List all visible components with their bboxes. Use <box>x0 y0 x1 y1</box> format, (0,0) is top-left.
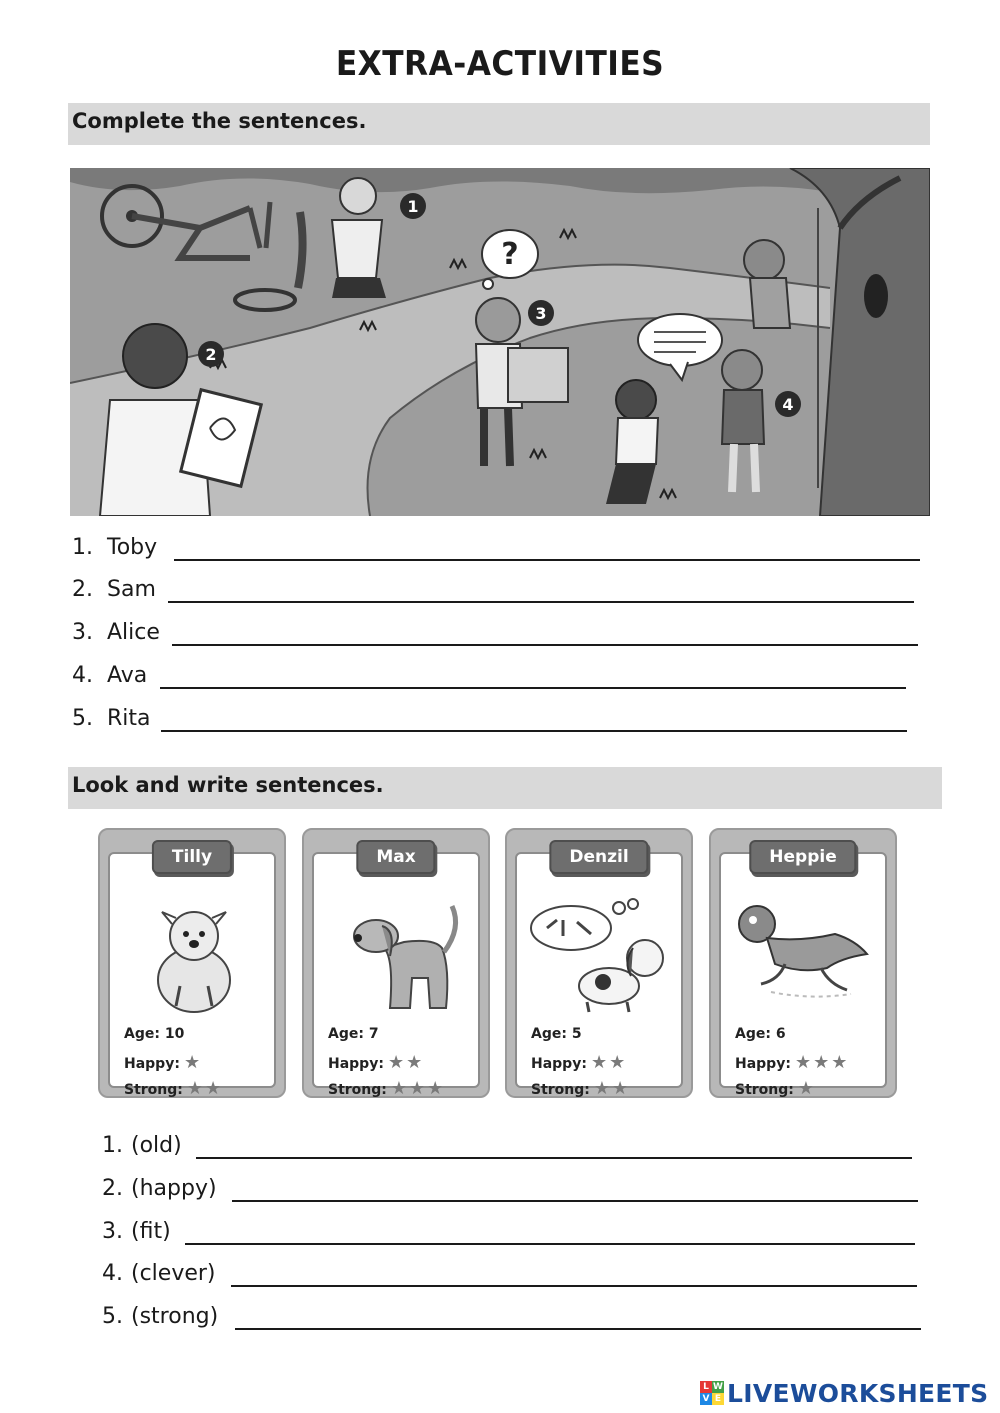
sentence-name: Rita <box>107 706 151 731</box>
strong-stars: ★ <box>797 1078 817 1099</box>
happy-label: Happy: <box>531 1056 587 1072</box>
dog-card-max <box>302 828 490 1098</box>
card-panel <box>515 852 683 1099</box>
card-age: Age: 10 <box>124 1026 185 1042</box>
prompt-number: 2. <box>102 1176 123 1201</box>
instruction-bar-1 <box>68 103 930 145</box>
sentence-row-2 <box>72 573 922 607</box>
dog-heppie-svg <box>731 898 879 1016</box>
badge-4: 4 <box>782 395 794 414</box>
answer-line[interactable] <box>161 730 907 732</box>
sentence-row-3 <box>72 616 922 650</box>
strong-stars: ★★ <box>186 1078 224 1099</box>
answer-line[interactable] <box>232 1200 918 1202</box>
happy-label: Happy: <box>735 1056 791 1072</box>
card-name-tab: Tilly <box>152 840 232 874</box>
dog-card-denzil <box>505 828 693 1098</box>
question-mark: ? <box>501 237 519 272</box>
strong-stars: ★★ <box>593 1078 631 1099</box>
answer-line[interactable] <box>172 644 918 646</box>
card-strong <box>735 1078 816 1099</box>
answer-line[interactable] <box>168 601 914 603</box>
card-happy <box>124 1052 202 1073</box>
worksheet-title: EXTRA-ACTIVITIES <box>335 44 665 84</box>
card-strong <box>531 1078 630 1099</box>
answer-line[interactable] <box>174 559 920 561</box>
instruction-look-and-write: Look and write sentences. <box>72 773 384 797</box>
park-scene-svg <box>70 168 930 516</box>
logo-mark-icon <box>700 1381 724 1405</box>
sentence-name: Sam <box>107 577 156 602</box>
happy-stars: ★ <box>183 1052 203 1073</box>
sentence-row-5 <box>72 702 922 736</box>
card-name-tab: Heppie <box>749 840 856 874</box>
badge-1: 1 <box>407 197 419 216</box>
sentence-name: Toby <box>107 535 158 560</box>
card-strong <box>328 1078 445 1099</box>
prompt-number: 5. <box>102 1304 123 1329</box>
logo-mark-cell: L <box>700 1381 712 1393</box>
strong-label: Strong: <box>124 1082 183 1098</box>
answer-line[interactable] <box>235 1328 921 1330</box>
dog-picture-heppie <box>731 898 879 1016</box>
happy-stars: ★★ <box>387 1052 425 1073</box>
happy-stars: ★★★ <box>794 1052 850 1073</box>
prompt-word: (clever) <box>131 1261 216 1286</box>
card-panel <box>108 852 276 1099</box>
logo-mark-cell: V <box>700 1393 712 1405</box>
strong-label: Strong: <box>328 1082 387 1098</box>
card-age: Age: 5 <box>531 1026 582 1042</box>
card-strong <box>124 1078 223 1099</box>
logo-text: LIVEWORKSHEETS <box>727 1378 989 1408</box>
prompt-word: (fit) <box>131 1219 171 1244</box>
prompt-word: (happy) <box>131 1176 217 1201</box>
sentence-number: 5. <box>72 706 93 731</box>
dog-picture-denzil <box>527 898 675 1016</box>
prompt-word: (strong) <box>131 1304 219 1329</box>
dog-picture-max <box>324 898 472 1016</box>
card-age: Age: 6 <box>735 1026 786 1042</box>
dog-max-svg <box>324 898 472 1016</box>
happy-label: Happy: <box>124 1056 180 1072</box>
answer-line[interactable] <box>185 1243 915 1245</box>
answer-line[interactable] <box>196 1157 912 1159</box>
strong-label: Strong: <box>531 1082 590 1098</box>
strong-label: Strong: <box>735 1082 794 1098</box>
prompt-row-5 <box>102 1300 922 1334</box>
card-panel <box>312 852 480 1099</box>
prompt-number: 1. <box>102 1133 123 1158</box>
instruction-bar-2 <box>68 767 942 809</box>
sentence-row-4 <box>72 659 922 693</box>
card-happy <box>735 1052 849 1073</box>
card-age: Age: 7 <box>328 1026 379 1042</box>
badge-2: 2 <box>205 345 217 364</box>
card-happy <box>328 1052 424 1073</box>
card-happy <box>531 1052 627 1073</box>
dog-tilly-svg <box>120 898 268 1016</box>
dog-card-heppie <box>709 828 897 1098</box>
sentence-name: Alice <box>107 620 160 645</box>
logo-mark-cell: W <box>713 1382 723 1392</box>
liveworksheets-logo[interactable] <box>700 1376 988 1410</box>
logo-mark-cell: E <box>712 1393 724 1405</box>
card-name-tab: Denzil <box>549 840 648 874</box>
sentence-name: Ava <box>107 663 148 688</box>
dog-picture-tilly <box>120 898 268 1016</box>
sentence-row-1 <box>72 531 922 565</box>
card-panel <box>719 852 887 1099</box>
sentence-number: 1. <box>72 535 93 560</box>
card-name-tab: Max <box>356 840 435 874</box>
sentence-number: 3. <box>72 620 93 645</box>
dog-card-tilly <box>98 828 286 1098</box>
dog-denzil-svg <box>527 898 675 1016</box>
answer-line[interactable] <box>160 687 906 689</box>
happy-stars: ★★ <box>590 1052 628 1073</box>
prompt-row-4 <box>102 1257 922 1291</box>
strong-stars: ★★★ <box>390 1078 446 1099</box>
sentence-number: 4. <box>72 663 93 688</box>
prompt-word: (old) <box>131 1133 182 1158</box>
happy-label: Happy: <box>328 1056 384 1072</box>
prompt-number: 3. <box>102 1219 123 1244</box>
prompt-row-3 <box>102 1215 922 1249</box>
sentence-number: 2. <box>72 577 93 602</box>
prompt-row-1 <box>102 1129 922 1163</box>
park-scene-illustration <box>70 168 930 516</box>
prompt-row-2 <box>102 1172 922 1206</box>
answer-line[interactable] <box>231 1285 917 1287</box>
prompt-number: 4. <box>102 1261 123 1286</box>
badge-3: 3 <box>535 304 547 323</box>
instruction-complete-sentences: Complete the sentences. <box>72 109 367 133</box>
